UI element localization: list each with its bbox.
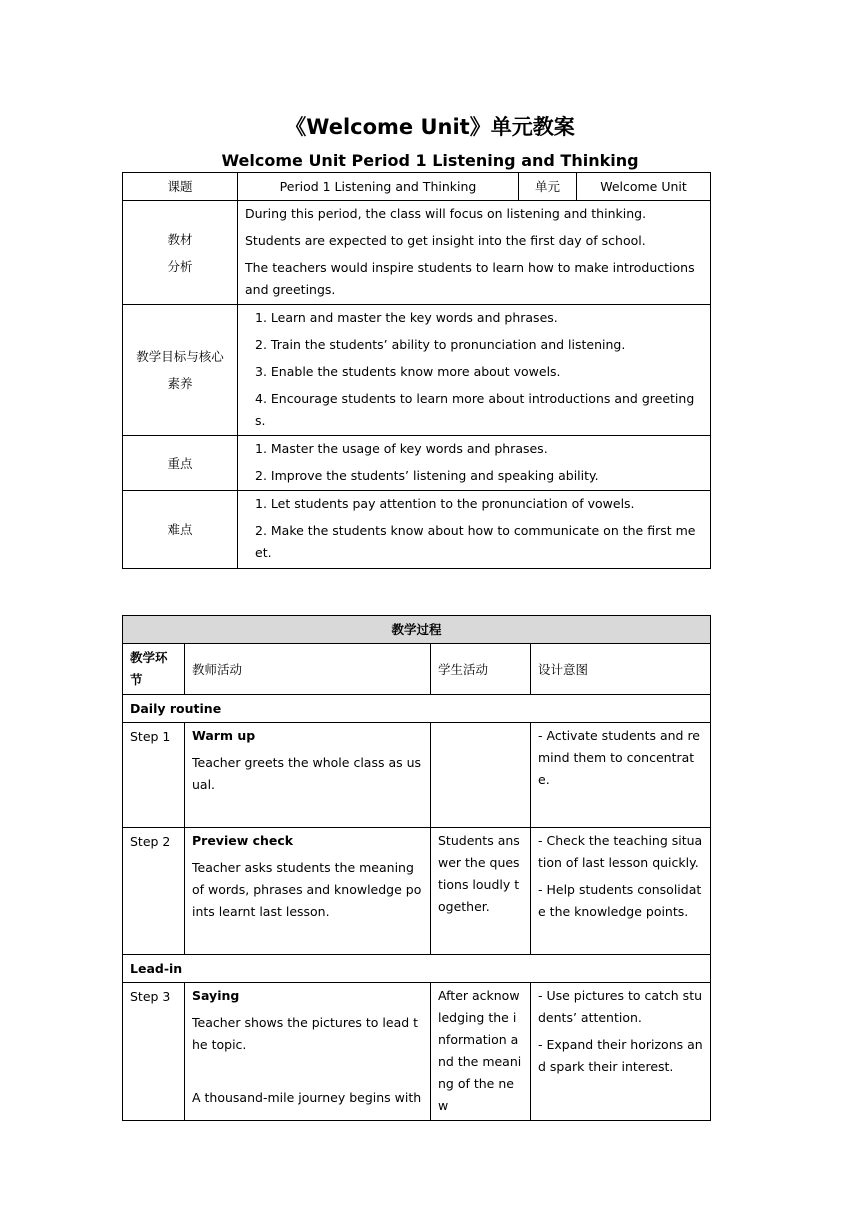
step3-student-activity: [431, 983, 531, 1121]
goals-label-line-2: 素养: [167, 376, 193, 391]
step2-design-text-2: - Help students consolidate the knowledge points.: [538, 882, 702, 919]
material-label-line-2: 分析: [167, 258, 193, 274]
goal-item: 1. Learn and master the key words and phrases.: [255, 310, 558, 325]
material-label-line-1: 教材: [167, 231, 193, 247]
col-teacher-header: 教师活动: [185, 644, 431, 695]
difficult-points-label: 难点: [123, 491, 238, 569]
lesson-info-table: [122, 172, 711, 569]
material-line: Students are expected to get insight into the first day of school.: [245, 233, 646, 248]
difficult-point-item: 2. Make the students know about how to communicate on the first meet.: [255, 523, 696, 560]
goals-label-line-1: 教学目标与核心: [136, 349, 224, 364]
col-student-header: 学生活动: [431, 644, 531, 695]
step1-student-activity: [431, 723, 531, 828]
step2-teacher-text: Teacher asks students the meaning of words, phrases and knowledge points learnt last lesson.: [192, 860, 422, 919]
key-point-item: 2. Improve the students’ listening and speaking ability.: [255, 468, 599, 483]
goal-item: 4. Encourage students to learn more about introductions and greetings.: [255, 391, 695, 428]
teaching-process-table: [122, 615, 711, 1121]
step2-teacher-activity: [185, 828, 431, 955]
step2-design-text-1: - Check the teaching situation of last lesson quickly.: [538, 833, 703, 870]
col-design-header: 设计意图: [531, 644, 711, 695]
process-header: 教学过程: [123, 616, 711, 644]
step2-student-text: Students answer the questions loudly together.: [438, 833, 520, 914]
step3-teacher-text-1: Teacher shows the pictures to lead the topic.: [192, 1015, 419, 1052]
topic-label: 课题: [123, 173, 238, 201]
step3-design-intent: [531, 983, 711, 1121]
key-points-label: 重点: [123, 436, 238, 491]
unit-value: Welcome Unit: [577, 173, 711, 201]
material-line: During this period, the class will focus on listening and thinking.: [245, 206, 647, 221]
section-daily-routine: Daily routine: [123, 695, 711, 723]
unit-label: 单元: [519, 173, 577, 201]
key-points-content: [238, 436, 711, 491]
difficult-points-content: [238, 491, 711, 569]
step3-teacher-text-2: A thousand-mile journey begins with: [192, 1090, 422, 1105]
document-subtitle: Welcome Unit Period 1 Listening and Thinking: [221, 151, 639, 170]
step1-teacher-activity: [185, 723, 431, 828]
topic-value: Period 1 Listening and Thinking: [238, 173, 519, 201]
step1-label: Step 1: [123, 723, 185, 828]
goal-item: 3. Enable the students know more about vowels.: [255, 364, 561, 379]
key-point-item: 1. Master the usage of key words and phrases.: [255, 441, 548, 456]
step3-title: Saying: [192, 988, 240, 1003]
step1-design-text: - Activate students and remind them to concentrate.: [538, 728, 700, 787]
step3-design-text-1: - Use pictures to catch students’ attention.: [538, 988, 703, 1025]
material-analysis-content: [238, 201, 711, 305]
step3-label: Step 3: [123, 983, 185, 1121]
step2-student-activity: [431, 828, 531, 955]
section-lead-in: Lead-in: [123, 955, 711, 983]
material-line: The teachers would inspire students to learn how to make introductions and greetings.: [245, 260, 695, 297]
step2-title: Preview check: [192, 833, 294, 848]
step3-teacher-activity: [185, 983, 431, 1121]
step1-teacher-text: Teacher greets the whole class as usual.: [192, 755, 422, 792]
goals-label: [123, 305, 238, 436]
step1-design-intent: [531, 723, 711, 828]
step2-label: Step 2: [123, 828, 185, 955]
goal-item: 2. Train the students’ ability to pronunciation and listening.: [255, 337, 626, 352]
col-stage-header: 教学环节: [123, 644, 185, 695]
step3-student-text: After acknowledging the information and the meaning of the new: [438, 988, 522, 1113]
document-title: 《Welcome Unit》单元教案: [285, 115, 575, 139]
material-analysis-label: [123, 201, 238, 305]
step2-design-intent: [531, 828, 711, 955]
step1-title: Warm up: [192, 728, 256, 743]
difficult-point-item: 1. Let students pay attention to the pronunciation of vowels.: [255, 496, 635, 511]
goals-content: [238, 305, 711, 436]
step3-design-text-2: - Expand their horizons and spark their interest.: [538, 1037, 703, 1074]
